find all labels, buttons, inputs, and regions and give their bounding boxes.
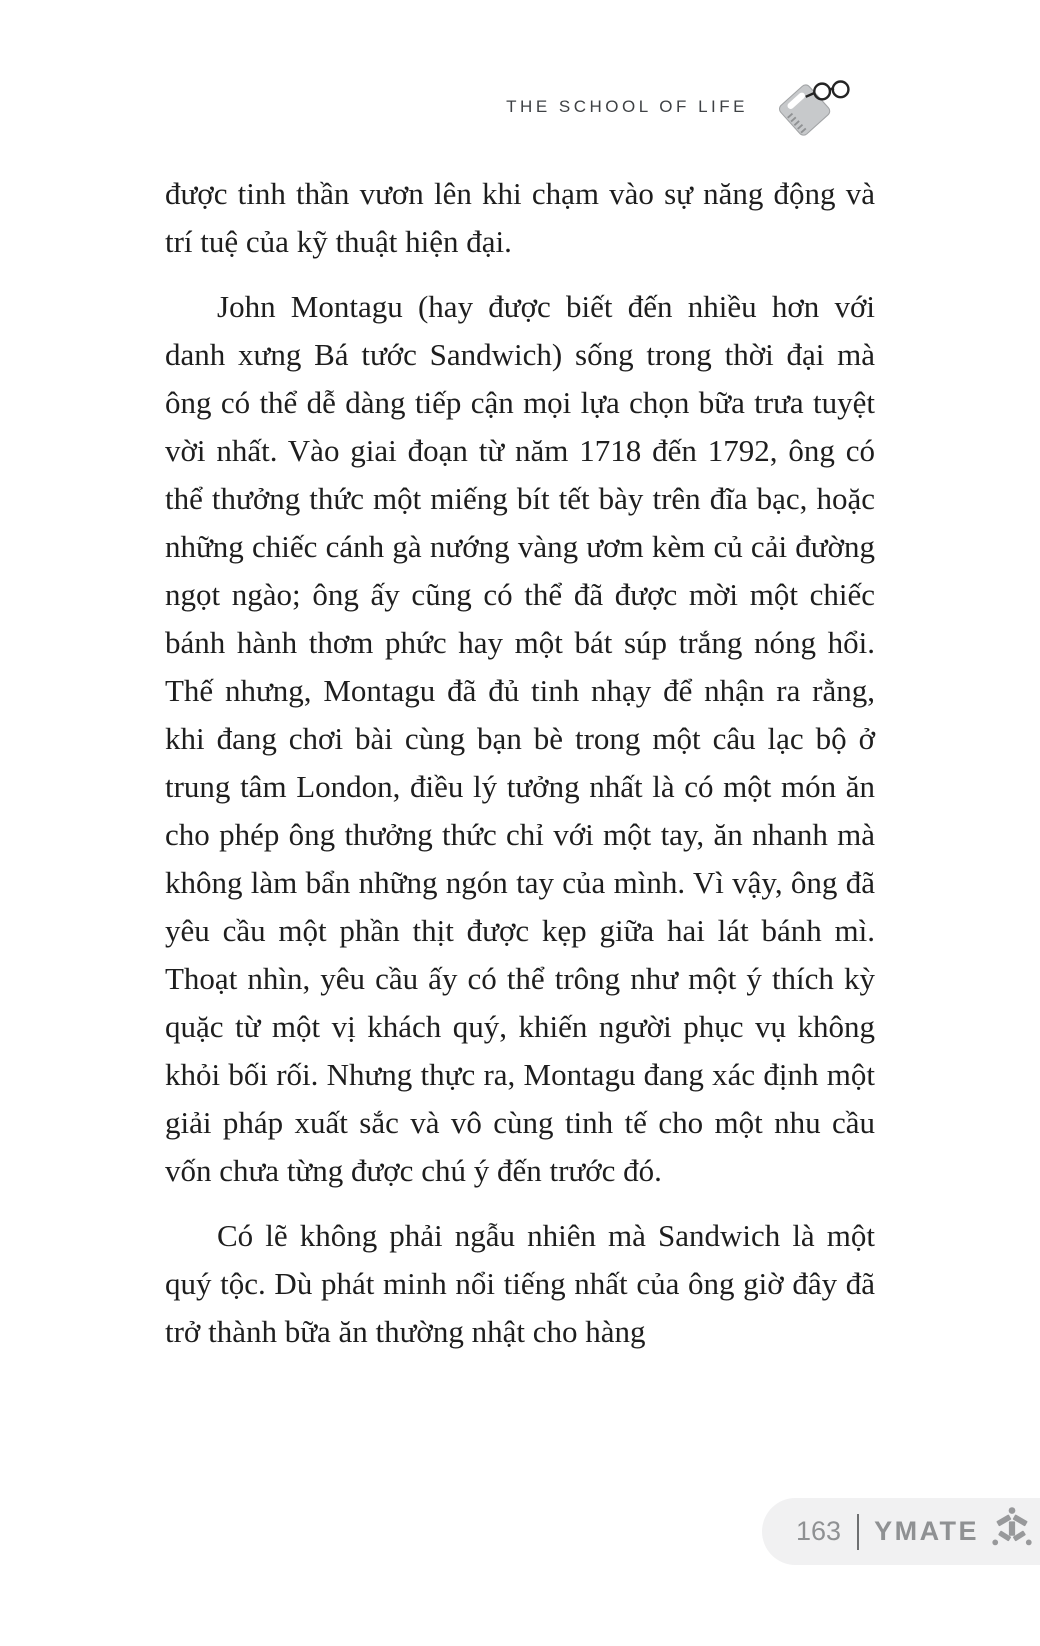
body-text — [165, 170, 875, 1373]
page-header — [0, 70, 852, 144]
footer-badge — [762, 1498, 1040, 1565]
paragraph: được tinh thần vươn lên khi chạm vào sự năng động và trí tuệ của kỹ thuật hiện đại. — [165, 176, 875, 259]
paragraph: Có lẽ không phải ngẫu nhiên mà Sandwich là một quý tộc. Dù phát minh nổi tiếng nhất của ông giờ đây đã trở thành bữa ăn thường nhật cho hàng — [165, 1218, 875, 1349]
footer-divider — [857, 1514, 859, 1550]
footer-brand-text: YMATE — [874, 1516, 980, 1546]
paragraph: John Montagu (hay được biết đến nhiều hơn với danh xưng Bá tước Sandwich) sống trong thời đại mà ông có thể dễ dàng tiếp cận mọi lựa chọn bữa trưa tuyệt vời nhất. Vào giai đoạn từ năm 1718 đến 1792, ông có thể thưởng thức một miếng bít tết bày trên đĩa bạc, hoặc những chiếc cánh gà nướng vàng ươm kèm củ cải đường ngọt ngào; ông ấy cũng có thể đã được mời một chiếc bánh hành thơm phức hay một bát súp trắng nóng hổi. Thế nhưng, Montagu đã đủ tinh nhạy để nhận ra rằng, khi đang chơi bài cùng bạn bè trong một câu lạc bộ ở trung tâm London, điều lý tưởng nhất là có một món ăn cho phép ông thưởng thức chỉ với một tay, ăn nhanh mà không làm bẩn những ngón tay của mình. Vì vậy, ông đã yêu cầu một phần thịt được kẹp giữa hai lát bánh mì. Thoạt nhìn, yêu cầu ấy có thể trông như một ý thích kỳ quặc từ một vị khách quý, khiến người phục vụ không khỏi bối rối. Nhưng thực ra, Montagu đang xác định một giải pháp xuất sắc và vô cùng tinh tế cho một nhu cầu vốn chưa từng được chú ý đến trước đó. — [165, 289, 875, 1188]
publisher-brand-text: THE SCHOOL OF LIFE — [506, 97, 748, 116]
notebook-glasses-icon — [768, 72, 852, 143]
page-number: 163 — [796, 1516, 842, 1546]
ymate-logo-icon — [989, 1506, 1035, 1557]
